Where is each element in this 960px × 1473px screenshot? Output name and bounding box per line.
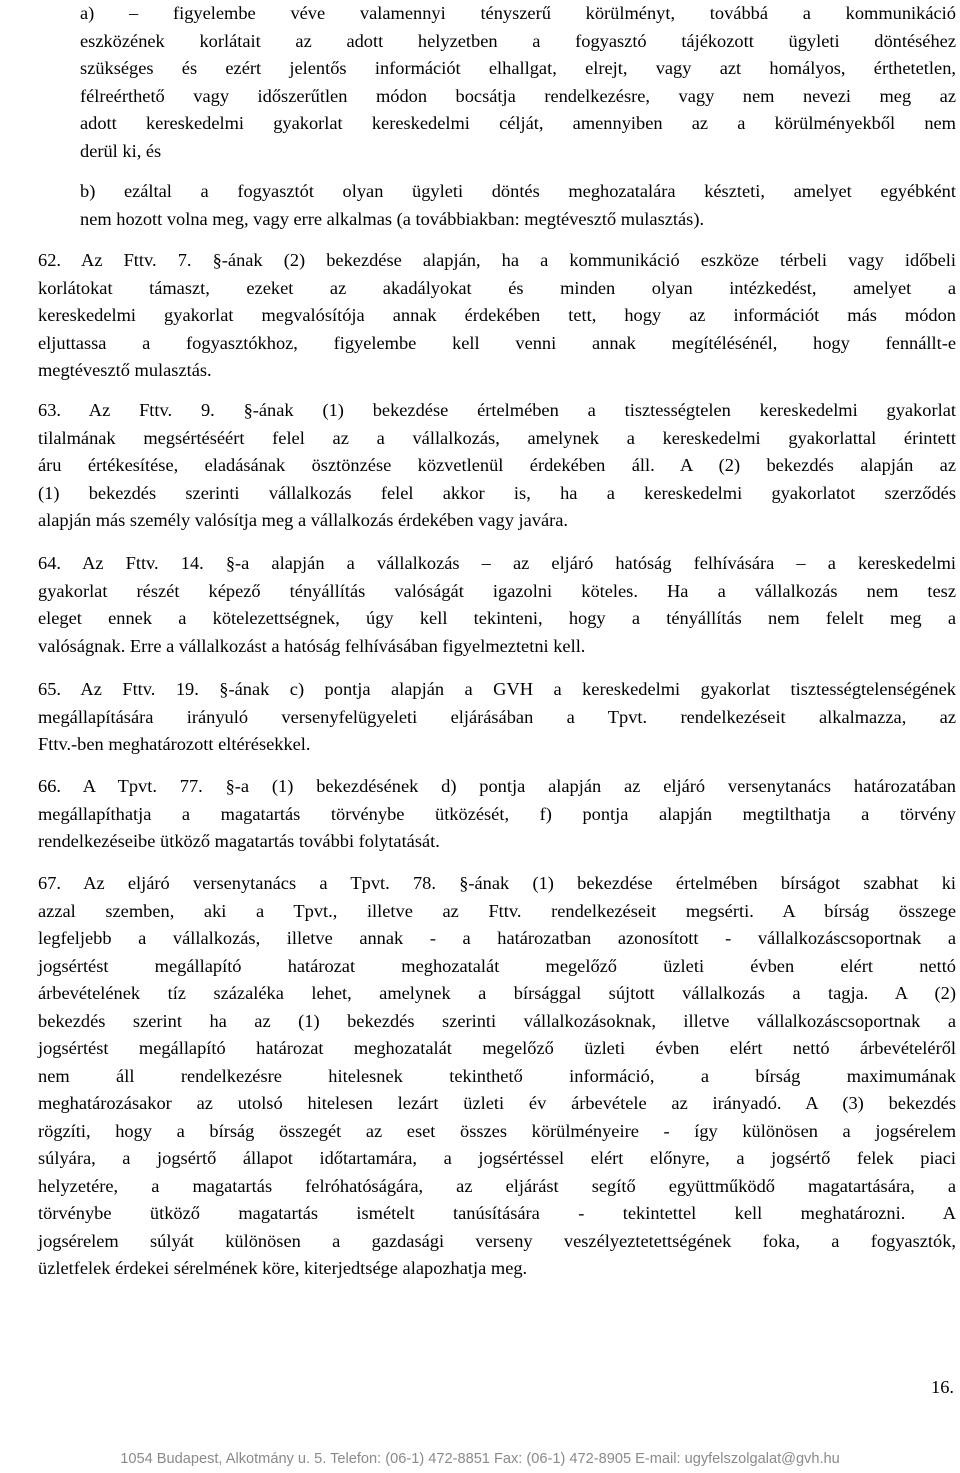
paragraph-67 <box>38 870 956 1283</box>
text-line: nem áll rendelkezésre hitelesnek tekinthető információ, a bírság maximumának <box>38 1065 956 1086</box>
text-line: törvénybe ütköző magatartás ismételt tanúsítására - tekintettel kell meghatározni. A <box>38 1203 956 1223</box>
text-line: valóságnak. Erre a vállalkozást a hatóság felhívásában figyelmeztetni kell. <box>38 635 586 656</box>
text-line: félreérthető vagy időszerűtlen módon bocsátja rendelkezésre, vagy nem nevezi meg az <box>80 85 956 106</box>
text-line: meghatározásakor az utolsó hitelesen lezárt üzleti év árbevétele az irányadó. A (3) bekezdés <box>38 1093 956 1113</box>
text-line: 65. Az Fttv. 19. §-ának c) pontja alapján a GVH a kereskedelmi gyakorlat tisztességtelenségének <box>38 679 956 699</box>
text-line: rögzíti, hogy a bírság összegét az eset összes körülményeire - így különösen a jogsérelem <box>38 1120 956 1141</box>
text-line: Fttv.-ben meghatározott eltérésekkel. <box>38 734 311 754</box>
text-line: súlyára, a jogsértő állapot időtartamára, a jogsértéssel elért előnyre, a jogsértő felek piaci <box>38 1148 956 1168</box>
text-line: korlátokat támaszt, ezeket az akadályokat és minden olyan intézkedést, amelyet a <box>38 277 956 298</box>
paragraph-a <box>80 0 956 165</box>
text-line: alapján más személy valósítja meg a vállalkozás érdekében vagy javára. <box>38 510 569 530</box>
paragraph-65 <box>38 676 956 759</box>
text-line: jogsérelem súlyát különösen a gazdasági verseny veszélyeztetettségének foka, a fogyasztók, <box>38 1230 956 1251</box>
paragraph-63 <box>38 397 956 535</box>
text-line: eljuttassa a fogyasztókhoz, figyelembe kell venni annak megítélésénél, hogy fennállt-e <box>38 332 956 353</box>
text-line: jogsértést megállapító határozat meghozatalát megelőző üzleti évben elért nettó <box>38 955 956 976</box>
text-line: 66. A Tpvt. 77. §-a (1) bekezdésének d) pontja alapján az eljáró versenytanács határozatában <box>38 776 956 796</box>
text-line: b) ezáltal a fogyasztót olyan ügyleti döntés meghozatalára készteti, amelyet egyébként <box>80 181 956 201</box>
text-line: legfeljebb a vállalkozás, illetve annak - a határozatban azonosított - vállalkozáscsoportnak a <box>38 928 956 948</box>
text-line: 64. Az Fttv. 14. §-a alapján a vállalkozás – az eljáró hatóság felhívására – a kereskedelmi <box>38 553 956 573</box>
text-line: (1) bekezdés szerinti vállalkozás felel akkor is, ha a kereskedelmi gyakorlatot szerződés <box>38 482 956 503</box>
page-footer: 1054 Budapest, Alkotmány u. 5. Telefon: (06-1) 472-8851 Fax: (06-1) 472-8905 E-mail: ugyfelszolgalat@gvh.hu <box>120 1451 840 1467</box>
text-line: nem hozott volna meg, vagy erre alkalmas (a továbbiakban: megtévesztő mulasztás). <box>80 208 705 229</box>
text-line: árbevételének tíz százaléka lehet, amelynek a bírsággal sújtott vállalkozás a tagja. A (2) <box>38 983 956 1003</box>
text-line: adott kereskedelmi gyakorlat kereskedelmi célját, amennyiben az a körülményekből nem <box>80 113 956 133</box>
paragraph-66 <box>38 773 956 856</box>
text-line: 62. Az Fttv. 7. §-ának (2) bekezdése alapján, ha a kommunikáció eszköze térbeli vagy időbeli <box>38 250 956 270</box>
text-line: megállapíthatja a magatartás törvénybe ütközését, f) pontja alapján megtilthatja a törvény <box>38 803 956 824</box>
page-number: 16. <box>931 1377 954 1397</box>
paragraph-62 <box>38 247 956 385</box>
text-line: bekezdés szerint ha az (1) bekezdés szerinti vállalkozásoknak, illetve vállalkozáscsoportnak a <box>38 1010 956 1031</box>
text-line: eszközének korlátait az adott helyzetben a fogyasztó tájékozott ügyleti döntéséhez <box>80 30 956 51</box>
text-line: eleget ennek a kötelezettségnek, úgy kell tekinteni, hogy a tényállítás nem felelt meg a <box>38 608 956 628</box>
text-line: 63. Az Fttv. 9. §-ának (1) bekezdése értelmében a tisztességtelen kereskedelmi gyakorlat <box>38 400 956 420</box>
text-line: áru értékesítése, eladásának ösztönzése közvetlenül érdekében áll. A (2) bekezdés alapján az <box>38 455 956 475</box>
text-line: jogsértést megállapító határozat meghozatalát megelőző üzleti évben elért nettó árbevételéről <box>38 1038 956 1058</box>
text-line: helyzetére, a magatartás felróhatóságára, az eljárást segítő együttműködő magatartására, a <box>38 1175 956 1196</box>
text-line: 67. Az eljáró versenytanács a Tpvt. 78. §-ának (1) bekezdése értelmében bírságot szabhat ki <box>38 873 956 893</box>
text-line: tilalmának megsértéséért felel az a vállalkozás, amelynek a kereskedelmi gyakorlattal érintett <box>38 427 956 448</box>
text-line: rendelkezéseibe ütköző magatartás további folytatását. <box>38 831 440 851</box>
text-line: gyakorlat részét képező tényállítás valóságát igazolni köteles. Ha a vállalkozás nem tesz <box>38 580 956 601</box>
text-line: kereskedelmi gyakorlat megvalósítója annak érdekében tett, hogy az információt más módon <box>38 305 956 325</box>
text-line: üzletfelek érdekei sérelmének köre, kiterjedtsége alapozhatja meg. <box>38 1258 528 1278</box>
text-line: szükséges és ezért jelentős információt elhallgat, elrejt, vagy azt homályos, érthetetlen, <box>80 58 956 78</box>
text-line: a) – figyelembe véve valamennyi tényszerű körülményt, továbbá a kommunikáció <box>80 3 956 23</box>
paragraph-64 <box>38 550 956 660</box>
paragraph-b <box>80 178 956 233</box>
text-line: azzal szemben, aki a Tpvt., illetve az Fttv. rendelkezéseit megsérti. A bírság összege <box>38 900 956 921</box>
text-line: megállapítására irányuló versenyfelügyeleti eljárásában a Tpvt. rendelkezéseit alkalmazza, az <box>38 706 956 727</box>
text-line: derül ki, és <box>80 140 162 161</box>
text-line: megtévesztő mulasztás. <box>38 360 212 380</box>
